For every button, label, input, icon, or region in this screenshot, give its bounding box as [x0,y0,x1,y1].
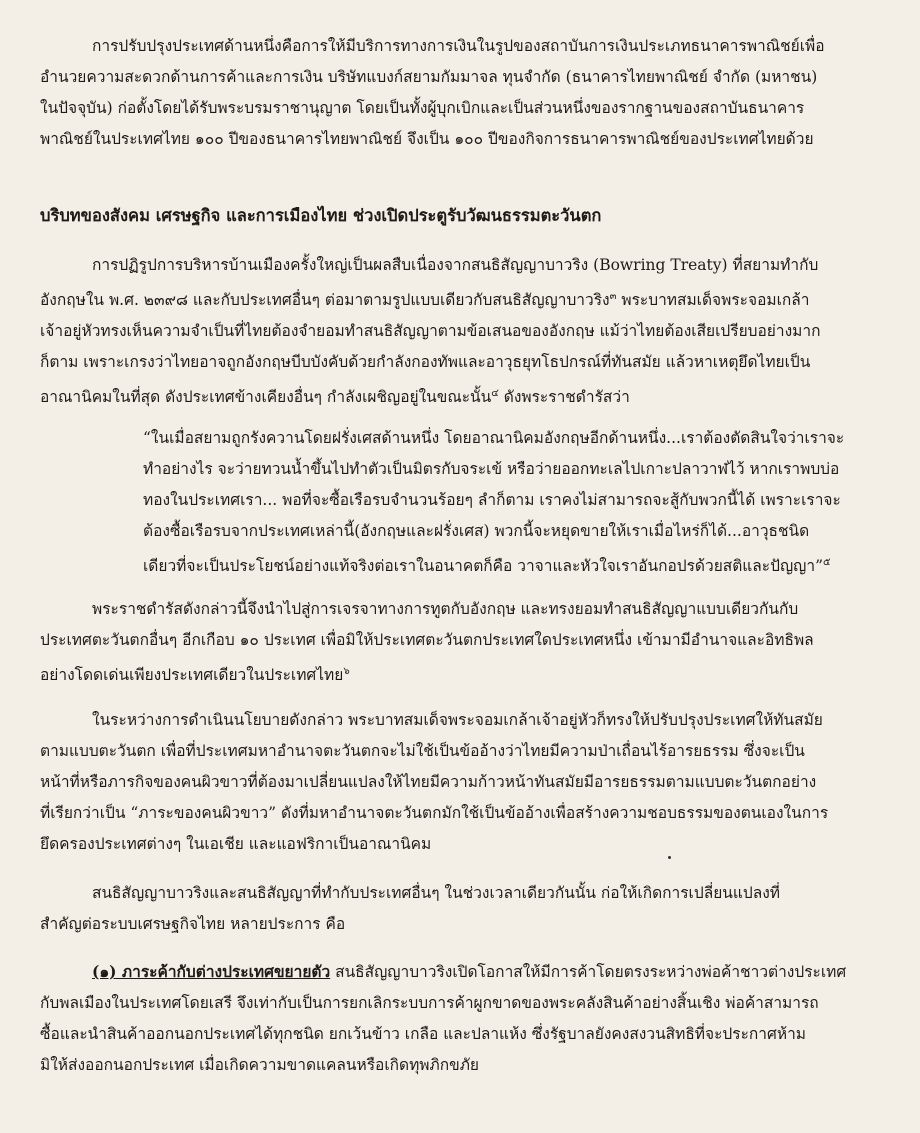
text-line: เจ้าอยู่หัวทรงเห็นความจำเป็นที่ไทยต้องจำยอมทำสนธิสัญญาตามข้อเสนอของอังกฤษ แม้ว่าไทยต้องเสียเปรียบอย่างมาก [40,322,821,341]
text-line: ก็ตาม เพราะเกรงว่าไทยอาจถูกอังกฤษบีบบังคับด้วยกำลังกองทัพและอาวุธยุทโธปกรณ์ที่ทันสมัย แล้วหาเหตุยึดไทยเป็น [40,353,811,372]
text-line: พาณิชย์ในประเทศไทย ๑๐๐ ปีของธนาคารไทยพาณิชย์ จึงเป็น ๑๐๐ ปีของกิจการธนาคารพาณิชย์ของประเทศไทยด้วย [40,130,814,148]
quote-line: ต้องซื้อเรือรบจากประเทศเหล่านี้(อังกฤษและฝรั่งเศส) พวกนี้จะหยุดขายให้เราเมื่อไหร่ก็ได้...อาวุธชนิด [143,522,810,540]
subsection-label: (๑) ภาระค้ากับต่างประเทศขยายตัว [92,962,331,981]
footnote-marker: ๕ [823,557,831,568]
quote-line: “ในเมื่อสยามถูกรังควานโดยฝรั่งเศสด้านหนึ่ง โดยอาณานิคมอังกฤษอีกด้านหนึ่ง...เราต้องตัดสินใจว่าเราจะ [143,429,845,447]
text-line: ในระหว่างการดำเนินนโยบายดังกล่าว พระบาทสมเด็จพระจอมเกล้าเจ้าอยู่หัวก็ทรงให้ปรับปรุงประเทศให้ทันสมัย [92,711,823,729]
text-line: สนธิสัญญาบาวริงและสนธิสัญญาที่ทำกับประเทศอื่นๆ ในช่วงเวลาเดียวกันนั้น ก่อให้เกิดการเปลี่ยนแปลงที่ [92,884,780,902]
paragraph-bank-history [40,31,896,155]
text-line: พระราชดำรัสดังกล่าวนี้จึงนำไปสู่การเจรจาทางการทูตกับอังกฤษ และทรงยอมทำสนธิสัญญาแบบเดียวกันกับ [92,600,799,618]
text-line: หน้าที่หรือภารกิจของคนผิวขาวที่ต้องมาเปลี่ยนแปลงให้ไทยมีความก้าวหน้าทันสมัยมีอารยธรรมตามแบบตะวันตกอย่าง [40,773,817,791]
text-line: ตามแบบตะวันตก เพื่อที่ประเทศมหาอำนาจตะวันตกจะไม่ใช้เป็นข้ออ้างว่าไทยมีความป่าเถื่อนไร้อารยธรรม ซึ่งจะเป็น [40,742,805,760]
section-heading: บริบทของสังคม เศรษฐกิจ และการเมืองไทย ช่วงเปิดประตูรับวัฒนธรรมตะวันตก [40,206,602,225]
text-line: อำนวยความสะดวกด้านการค้าและการเงิน บริษัทแบงก์สยามกัมมาจล ทุนจำกัด (ธนาคารไทยพาณิชย์ จำกัด (มหาชน) [40,68,818,86]
quote-line: ทำอย่างไร จะว่ายทวนน้ำขึ้นไปทำตัวเป็นมิตรกับจระเข้ หรือว่ายออกทะเลไปเกาะปลาวาฬไว้ หากเราพบบ่อ [143,460,840,478]
text-line: ยึดครองประเทศต่างๆ ในเอเชีย และแอฟริกาเป็นอาณานิคม [40,835,432,853]
text-line: มิให้ส่งออกนอกประเทศ เมื่อเกิดความขาดแคลนหรือเกิดทุพภิกขภัย [40,1056,480,1074]
footnote-marker: ๖ [343,666,350,677]
paragraph-diplomacy [40,594,896,691]
text-line: ในปัจจุบัน) ก่อตั้งโดยได้รับพระบรมราชานุญาต โดยเป็นทั้งผู้บุกเบิกและเป็นส่วนหนึ่งของรากฐานของสถาบันธนาคาร [40,99,805,117]
paragraph-bowring-treaty [40,250,896,413]
text-segment: อย่างโดดเด่นเพียงประเทศเดียวในประเทศไทย [40,666,344,685]
paragraph-modernization [40,705,896,860]
text-line [40,281,896,316]
text-line [40,656,896,691]
footnote-marker: ๓ [609,291,617,302]
paragraph-foreign-trade [40,956,896,1081]
text-segment: สนธิสัญญาบาวริงเปิดโอกาสให้มีการค้าโดยตรงระหว่างพ่อค้าชาวต่างประเทศ [330,963,847,981]
footnote-marker: ๔ [491,388,499,400]
text-line: การปรับปรุงประเทศด้านหนึ่งคือการให้มีบริการทางการเงินในรูปของสถาบันการเงินประเภทธนาคารพาณิชย์เพื่อ [92,37,825,55]
text-line: ประเทศตะวันตกอื่นๆ อีกเกือบ ๑๐ ประเทศ เพื่อมิให้ประเทศตะวันตกประเทศใดประเทศหนึ่ง เข้ามามีอำนาจและอิทธิพล [40,631,814,649]
text-line: ที่เรียกว่าเป็น “ภาระของคนผิวขาว” ดังที่มหาอำนาจตะวันตกมักใช้เป็นข้ออ้างเพื่อสร้างความชอบธรรมของตนเองในการ [40,804,829,822]
stray-mark [668,856,671,859]
quote-line [143,547,895,582]
text-line [40,956,896,988]
text-line: กับพลเมืองในประเทศโดยเสรี จึงเท่ากับเป็นการยกเลิกระบบการค้าผูกขาดของพระคลังสินค้าอย่างสิ้นเชิง พ่อค้าสามารถ [40,994,819,1012]
text-segment: อังกฤษใน พ.ศ. ๒๓๙๘ และกับประเทศอื่นๆ ต่อมาตามรูปแบบเดียวกับสนธิสัญญาบาวริง [40,291,610,310]
text-line: ซื้อและนำสินค้าออกนอกประเทศได้ทุกชนิด ยกเว้นข้าว เกลือ และปลาแห้ง ซึ่งรัฐบาลยังคงสงวนสิทธิที่จะประกาศห้าม [40,1025,806,1043]
text-line [40,378,896,413]
text-segment: เดียวที่จะเป็นประโยชน์อย่างแท้จริงต่อเราในอนาคตก็คือ วาจาและหัวใจเราอันกอปรด้วยสติและปัญญา” [143,557,824,576]
royal-quote [143,423,895,582]
paragraph-treaty-effects [40,878,896,940]
text-segment: ดังพระราชดำรัสว่า [498,388,630,407]
text-line: สำคัญต่อระบบเศรษฐกิจไทย หลายประการ คือ [40,915,346,933]
text-segment: อาณานิคมในที่สุด ดังประเทศข้างเคียงอื่นๆ กำลังเผชิญอยู่ในขณะนั้น [40,388,492,407]
text-line: การปฏิรูปการบริหารบ้านเมืองครั้งใหญ่เป็นผลสืบเนื่องจากสนธิสัญญาบาวริง (Bowring Treaty) ที่สยามทำกับ [92,256,819,274]
quote-line: ทองในประเทศเรา... พอที่จะซื้อเรือรบจำนวนร้อยๆ ลำก็ตาม เราคงไม่สามารถจะสู้กับพวกนี้ได้ เพราะเราจะ [143,491,841,509]
text-segment: พระบาทสมเด็จพระจอมเกล้า [616,291,810,310]
